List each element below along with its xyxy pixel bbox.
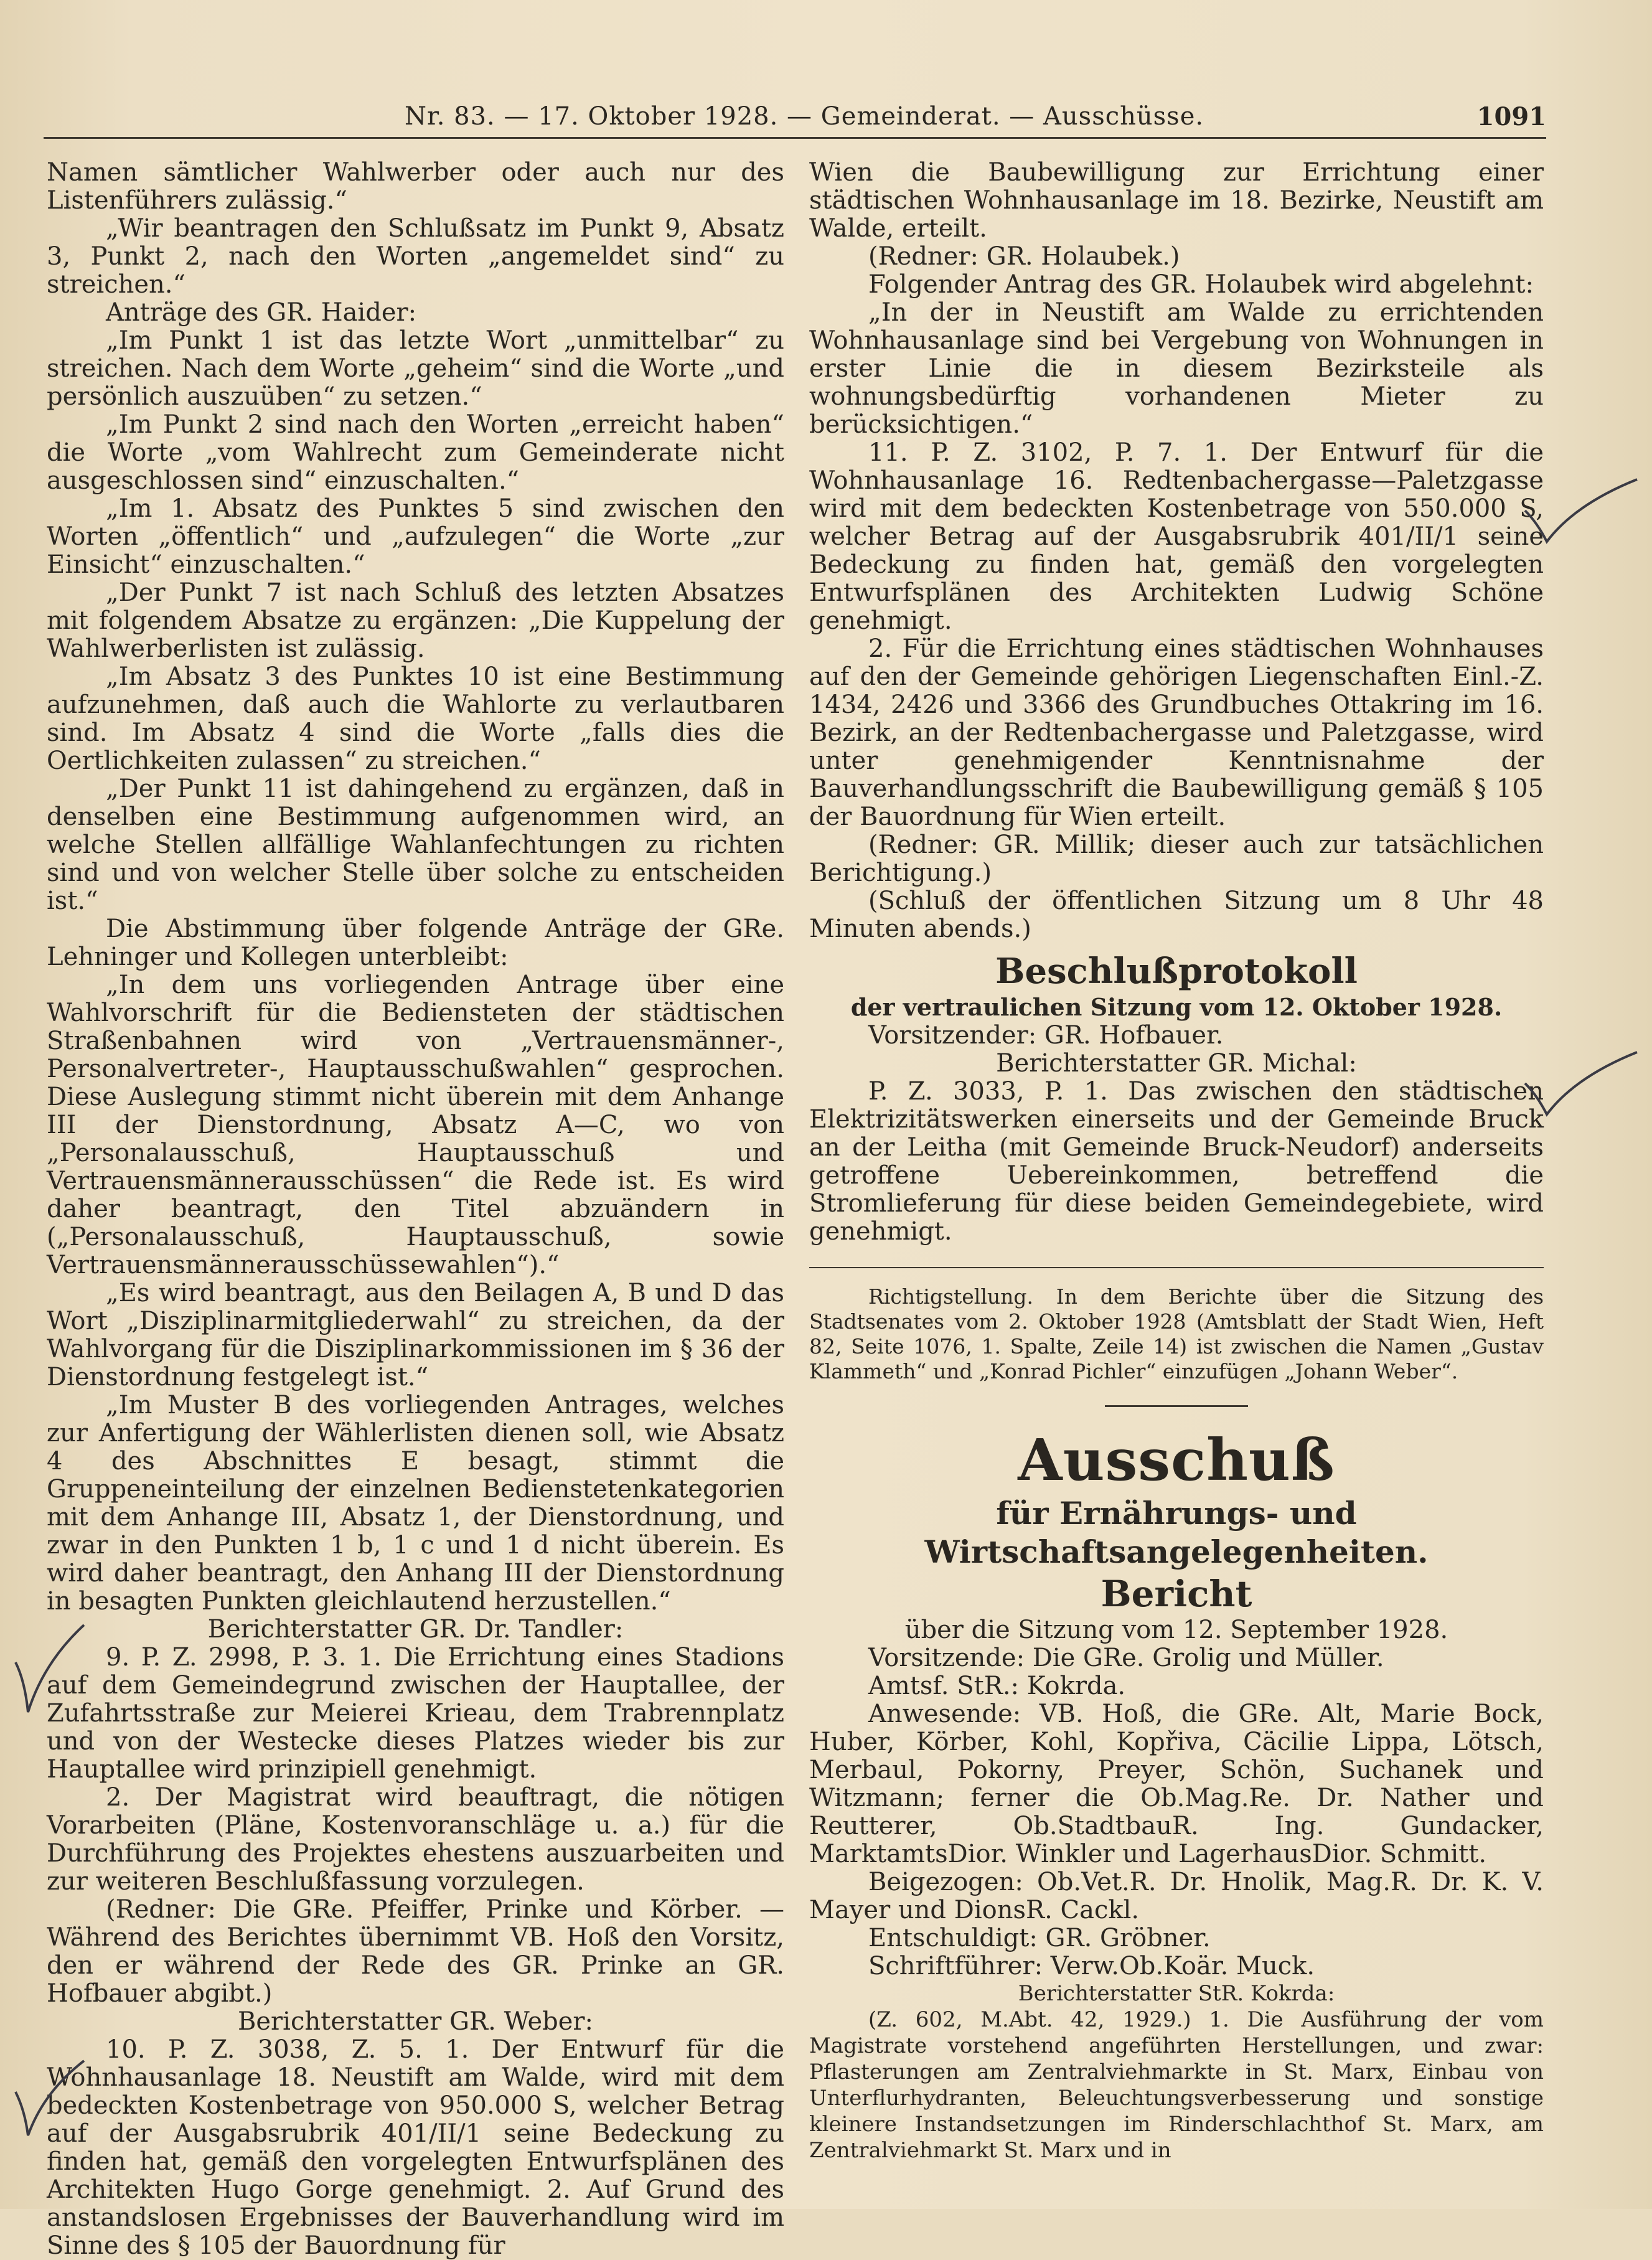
protocol-title: Beschlußprotokoll xyxy=(995,951,1358,992)
pencil-checkmark-icon xyxy=(1519,473,1643,560)
paragraph: „In der in Neustift am Walde zu errichtenden Wohnhausanlage sind bei Vergebung von Wohnungen in erster Linie die in diesem Bezirksteile als wohnungsbedürftig vorhandenen Mieter zu berücksichtigen.“ xyxy=(809,298,1544,439)
amtsf: Amtsf. StR.: Kokrda. xyxy=(868,1672,1126,1700)
paragraph: „In dem uns vorliegenden Antrage über eine Wahlvorschrift für die Bediensteten der städtischen Straßenbahnen wird von „Vertrauensmänner-, Personalvertreter-, Hauptausschußwahlen“ gesprochen. Diese Auslegung stimmt nicht überein mit dem Anhange III der Dienstordnung, Absatz A—C, wo von „Personalausschuß, Hauptausschuß und Vertrauensmännerausschüssen“ die Rede ist. Es wird daher beantragt, den Titel abzuändern in („Personalausschuß, Hauptausschuß, sowie Vertrauensmännerausschüssewahlen“).“ xyxy=(47,971,784,1279)
paragraph: „Wir beantragen den Schlußsatz im Punkt 9, Absatz 3, Punkt 2, nach den Worten „angemeldet sind“ zu streichen.“ xyxy=(47,214,784,299)
reporter-heading: Berichterstatter GR. Dr. Tandler: xyxy=(207,1615,624,1644)
correction-notice: Richtigstellung. In dem Berichte über die Sitzung des Stadtsenates vom 2. Oktober 1928 (Amtsblatt der Stadt Wien, Heft 82, Seite 1076, 1. Spalte, Zeile 14) ist zwischen die Namen „Gustav Klammeth“ und „Konrad Pichler“ einzufügen „Johann Weber“. xyxy=(809,1267,1544,1384)
paragraph: Namen sämtlicher Wahlwerber oder auch nur des Listenführers zulässig.“ xyxy=(47,158,784,215)
paragraph: (Redner: Die GRe. Pfeiffer, Prinke und Körber. — Während des Berichtes übernimmt VB. Hoß den Vorsitz, den er während der Rede des GR. Prinke an GR. Hofbauer abgibt.) xyxy=(47,1895,784,2008)
pencil-checkmark-icon xyxy=(12,1619,87,1718)
paragraph: (Schluß der öffentlichen Sitzung um 8 Uhr 48 Minuten abends.) xyxy=(809,887,1544,943)
paragraph: Folgender Antrag des GR. Holaubek wird abgelehnt: xyxy=(868,270,1534,299)
protocol-text: P. Z. 3033, P. 1. Das zwischen den städtischen Elektrizitätswerken einerseits und der Gemeinde Bruck an der Leitha (mit Gemeinde Bruck-Neudorf) anderseits getroffene Uebereinkommen, betreffend die Stromlieferung für diese beiden Gemeindegebiete, wird genehmigt. xyxy=(809,1077,1544,1246)
paragraph: „Im Punkt 1 ist das letzte Wort „unmittelbar“ zu streichen. Nach dem Worte „geheim“ sind die Worte „und persönlich auszuüben“ zu setzen.“ xyxy=(47,326,784,411)
protocol-chair: Vorsitzender: GR. Hofbauer. xyxy=(868,1021,1224,1050)
paragraph: 11. P. Z. 3102, P. 7. 1. Der Entwurf für die Wohnhausanlage 16. Redtenbachergasse—Paletzgasse wird mit dem bedeckten Kostenbetrage von 550.000 S, welcher Betrag auf der Ausgabsrubrik 401/II/1 seine Bedeckung zu finden hat, gemäß den vorgelegten Entwurfsplänen des Architekten Ludwig Schöne genehmigt. xyxy=(809,438,1544,635)
reporter-heading: Berichterstatter GR. Weber: xyxy=(237,2007,593,2036)
paragraph: „Der Punkt 11 ist dahingehend zu ergänzen, daß in denselben eine Bestimmung aufgenommen wird, an welche Stellen allfällige Wahlanfechtungen zu richten sind und von welcher Stelle über solche zu entscheiden ist.“ xyxy=(47,775,784,915)
paragraph: „Im Punkt 2 sind nach den Worten „erreicht haben“ die Worte „vom Wahlrecht zum Gemeinderate nicht ausgeschlossen sind“ einzuschalten.“ xyxy=(47,410,784,495)
paragraph: Wien die Baubewilligung zur Errichtung einer städtischen Wohnhausanlage im 18. Bezirke, Neustift am Walde, erteilt. xyxy=(809,158,1544,243)
protocol-reporter: Berichterstatter GR. Michal: xyxy=(996,1049,1357,1078)
paragraph: 10. P. Z. 3038, Z. 5. 1. Der Entwurf für die Wohnhausanlage 18. Neustift am Walde, wird mit dem bedeckten Kostenbetrage von 950.000 S, welcher Betrag auf der Ausgabsrubrik 401/II/1 seine Bedeckung zu finden hat, gemäß den vorgelegten Entwurfsplänen des Architekten Hugo Gorge genehmigt. 2. Auf Grund des anstandslosen Ergebnisses der Bauverhandlung wird im Sinne des § 105 der Bauordnung für xyxy=(47,2035,784,2260)
committee-title: Ausschuß xyxy=(1018,1426,1335,1494)
paragraph: (Redner: GR. Holaubek.) xyxy=(868,242,1180,271)
protocol-subtitle: der vertraulichen Sitzung vom 12. Oktober 1928. xyxy=(850,993,1503,1021)
paragraph: „Der Punkt 7 ist nach Schluß des letzten Absatzes mit folgendem Absatze zu ergänzen: „Die Kuppelung der Wahlwerberlisten ist zulässig. xyxy=(47,578,784,663)
paragraph: 2. Der Magistrat wird beauftragt, die nötigen Vorarbeiten (Pläne, Kostenvoranschläge u. a.) für die Durchführung des Projektes ehestens auszuarbeiten und zur weiteren Beschlußfassung vorzulegen. xyxy=(47,1783,784,1896)
excused: Entschuldigt: GR. Gröbner. xyxy=(868,1924,1211,1952)
present-list: Anwesende: VB. Hoß, die GRe. Alt, Marie Bock, Huber, Körber, Kohl, Kopřiva, Cäcilie Lippa, Lötsch, Merbaul, Pokorny, Preyer, Schön, Suchanek und Witzmann; ferner die Ob.Mag.Re. Dr. Nather und Reutterer, Ob.StadtbauR. Ing. Gundacker, MarktamtsDior. Winkler und LagerhausDior. Schmitt. xyxy=(809,1700,1544,1868)
paragraph: Anträge des GR. Haider: xyxy=(106,298,417,327)
attached-list: Beigezogen: Ob.Vet.R. Dr. Hnolik, Mag.R. Dr. K. V. Mayer und DionsR. Cackl. xyxy=(809,1868,1544,1924)
left-column xyxy=(47,159,784,2260)
final-text: (Z. 602, M.Abt. 42, 1929.) 1. Die Ausführung der vom Magistrate vorstehend angeführten Herstellungen, und zwar: Pflasterungen am Zentralviehmarkte in St. Marx, Einbau von Unterflurhydranten, Beleuchtungsverbesserung und sonstige kleinere Instandsetzungen im Rinderschlachthof St. Marx, am Zentralviehmarkt St. Marx und in xyxy=(809,2007,1544,2163)
paragraph: „Im Muster B des vorliegenden Antrages, welches zur Anfertigung der Wählerlisten dienen soll, wie Absatz 4 des Abschnittes E besagt, stimmt die Gruppeneinteilung der einzelnen Bedienstetenkategorien mit dem Anhange III, Absatz 1, der Dienstordnung, und zwar in den Punkten 1 b, 1 c und 1 d nicht überein. Es wird daher beantragt, den Anhang III der Dienstordnung in besagten Punkten gleichlautend herzustellen.“ xyxy=(47,1391,784,1616)
secretary: Schriftführer: Verw.Ob.Koär. Muck. xyxy=(868,1952,1315,1980)
reporter-heading: Berichterstatter StR. Kokrda: xyxy=(1018,1981,1335,2006)
report-date: über die Sitzung vom 12. September 1928. xyxy=(904,1616,1448,1644)
page-number: 1091 xyxy=(1476,102,1546,131)
chairs: Vorsitzende: Die GRe. Grolig und Müller. xyxy=(868,1644,1384,1672)
pencil-checkmark-icon xyxy=(12,2055,87,2142)
right-column xyxy=(809,159,1544,2163)
pencil-checkmark-icon xyxy=(1519,1046,1643,1133)
paragraph: „Es wird beantragt, aus den Beilagen A, B und D das Wort „Disziplinarmitgliederwahl“ zu streichen, da der Wahlvorgang für die Disziplinarkommissionen im § 36 der Dienstordnung festgelegt ist.“ xyxy=(47,1279,784,1391)
paragraph: 9. P. Z. 2998, P. 3. 1. Die Errichtung eines Stadions auf dem Gemeindegrund zwischen der Hauptallee, der Zufahrtsstraße zur Meierei Krieau, dem Trabrennplatz und von der Westecke dieses Platzes wieder bis zur Hauptallee wird prinzipiell genehmigt. xyxy=(47,1643,784,1784)
paragraph: Die Abstimmung über folgende Anträge der GRe. Lehninger und Kollegen unterbleibt: xyxy=(47,915,784,971)
divider xyxy=(1105,1405,1248,1407)
paragraph: (Redner: GR. Millik; dieser auch zur tatsächlichen Berichtigung.) xyxy=(809,831,1544,887)
running-title: Nr. 83. — 17. Oktober 1928. — Gemeinderat. — Ausschüsse. xyxy=(405,102,1204,131)
paragraph: „Im Absatz 3 des Punktes 10 ist eine Bestimmung aufzunehmen, daß auch die Wahlorte zu verlautbaren sind. Im Absatz 4 sind die Worte „falls dies die Oertlichkeiten zulassen“ zu streichen.“ xyxy=(47,662,784,775)
running-header xyxy=(44,93,1546,139)
report-title: Bericht xyxy=(1101,1573,1252,1615)
paragraph: „Im 1. Absatz des Punktes 5 sind zwischen den Worten „öffentlich“ und „aufzulegen“ die Worte „zur Einsicht“ einzuschalten.“ xyxy=(47,494,784,579)
committee-subtitle: für Ernährungs- und Wirtschaftsangelegenheiten. xyxy=(924,1495,1429,1570)
paragraph: 2. Für die Errichtung eines städtischen Wohnhauses auf den der Gemeinde gehörigen Liegenschaften Einl.-Z. 1434, 2426 und 3366 des Grundbuches Ottakring im 16. Bezirk, an der Redtenbachergasse und Paletzgasse, wird unter genehmigender Kenntnisnahme der Bauverhandlungsschrift die Baubewilligung gemäß § 105 der Bauordnung für Wien erteilt. xyxy=(809,634,1544,831)
